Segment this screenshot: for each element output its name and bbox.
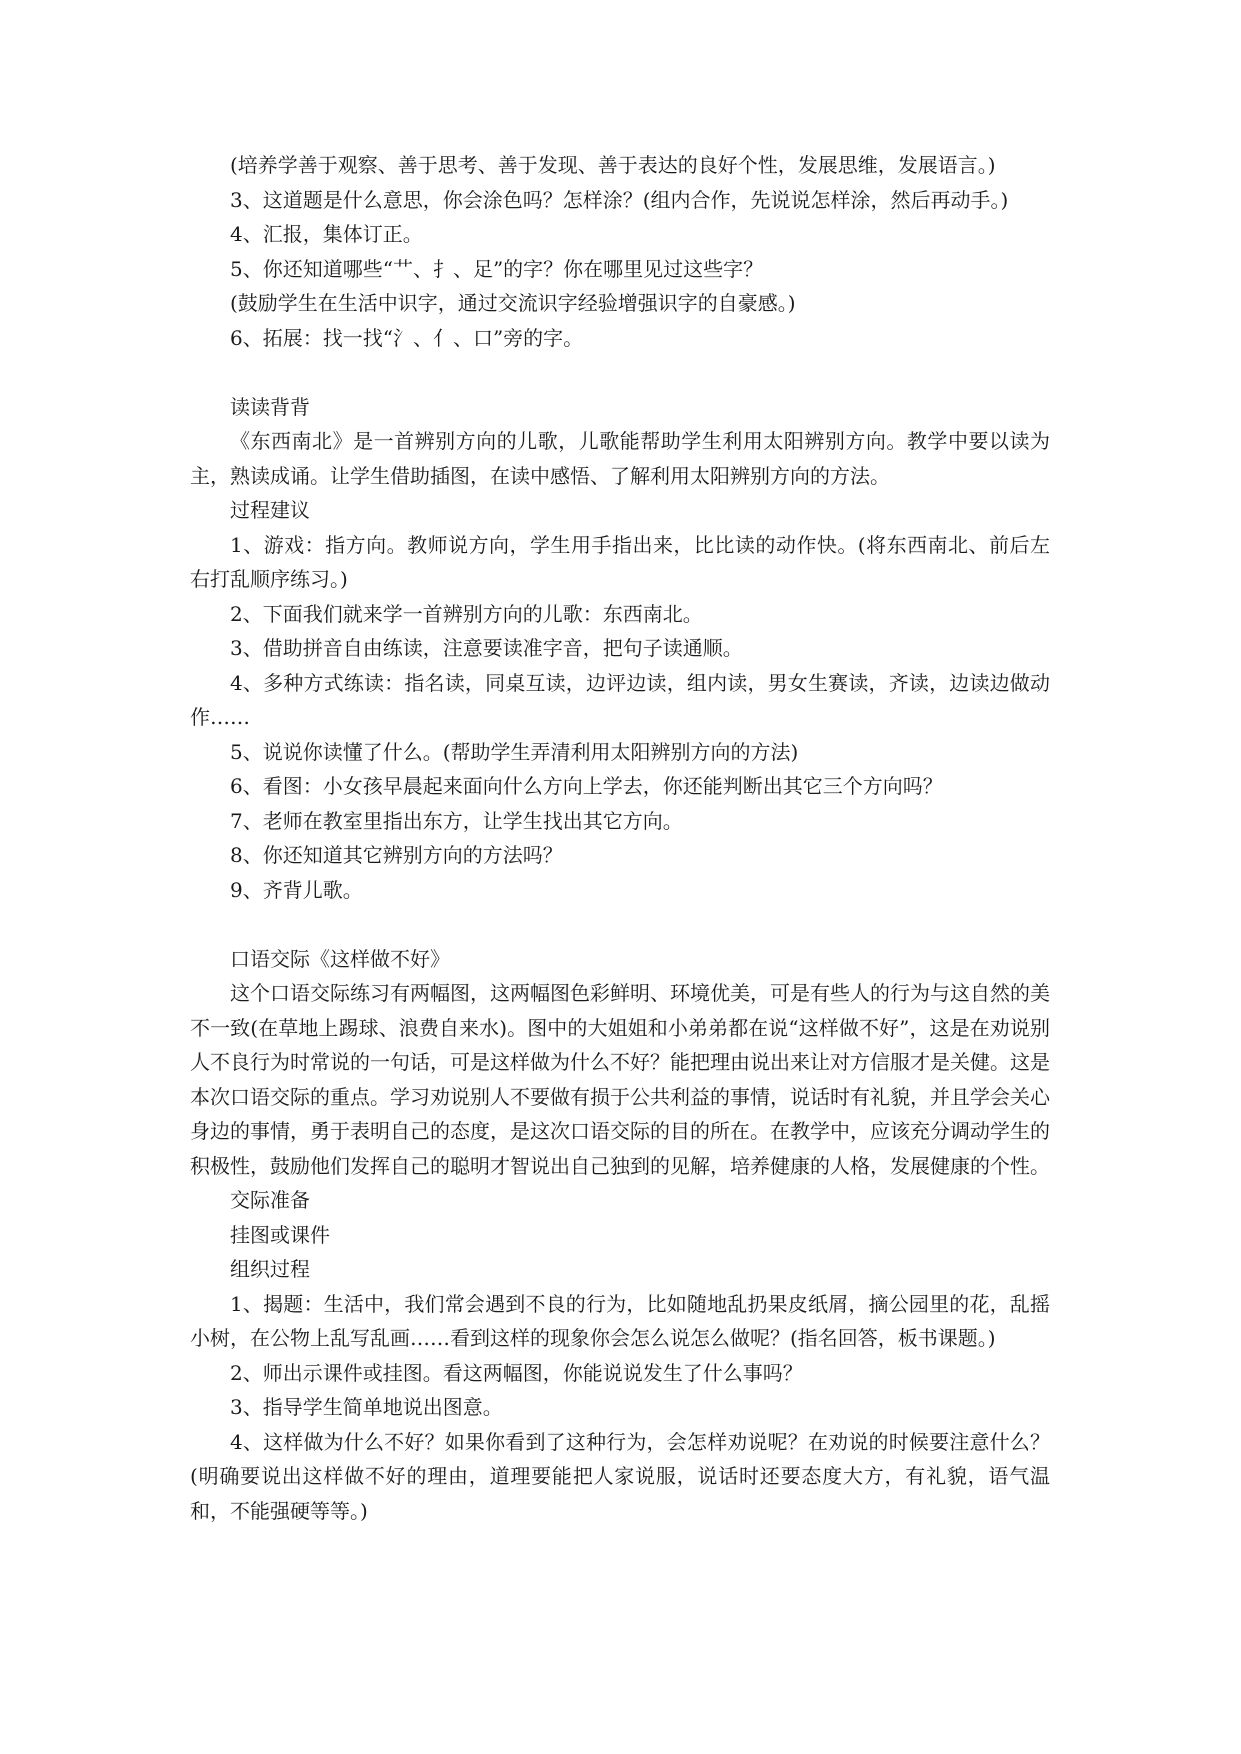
section-gap [190,907,1050,942]
reading-step: 4、多种方式练读：指名读，同桌互读，边评边读，组内读，男女生赛读，齐读，边读边做动作…… [190,670,1050,729]
oral-prep-content: 挂图或课件 [230,1222,330,1247]
section-gap [190,355,1050,390]
document-body [190,148,1050,1528]
reading-step: 8、你还知道其它辨别方向的方法吗？ [230,843,563,867]
intro-note-1: (培养学善于观察、善于思考、善于发现、善于表达的良好个性，发展思维，发展语言。) [230,153,996,177]
reading-step: 3、借助拼音自由练读，注意要读准字音，把句子读通顺。 [230,636,743,660]
reading-step: 1、游戏：指方向。教师说方向，学生用手指出来，比比读的动作快。(将东西南北、前后左右打乱顺序练习。) [190,532,1050,591]
reading-step: 9、齐背儿歌。 [230,877,363,902]
reading-step: 5、说说你读懂了什么。(帮助学生弄清利用太阳辨别方向的方法) [230,739,799,764]
oral-process-title: 组织过程 [230,1257,310,1281]
intro-step-3: 3、这道题是什么意思，你会涂色吗？怎样涂？(组内合作，先说说怎样涂，然后再动手。) [230,187,1009,212]
reading-subtitle: 过程建议 [230,498,310,522]
reading-step: 2、下面我们就来学一首辨别方向的儿歌：东西南北。 [230,601,703,626]
intro-step-4: 4、汇报，集体订正。 [230,222,423,246]
reading-section-title: 读读背背 [230,394,310,419]
reading-description: 《东西南北》是一首辨别方向的儿歌，儿歌能帮助学生利用太阳辨别方向。教学中要以读为主，熟读成诵。让学生借助插图，在读中感悟、了解利用太阳辨别方向的方法。 [190,429,1050,488]
oral-step: 3、指导学生简单地说出图意。 [230,1395,503,1419]
reading-step: 6、看图：小女孩早晨起来面向什么方向上学去，你还能判断出其它三个方向吗？ [230,774,943,798]
oral-description: 这个口语交际练习有两幅图，这两幅图色彩鲜明、环境优美，可是有些人的行为与这自然的美不一致(在草地上踢球、浪费自来水)。图中的大姐姐和小弟弟都在说“这样做不好”，这是在劝说别人不良行为时常说的一句话，可是这样做为什么不好？能把理由说出来让对方信服才是关健。这是本次口语交际的重点。学习劝说别人不要做有损于公共利益的事情，说话时有礼貌，并且学会关心身边的事情，勇于表明自己的态度，是这次口语交际的目的所在。在教学中，应该充分调动学生的积极性，鼓励他们发挥自己的聪明才智说出自己独到的见解，培养健康的人格，发展健康的个性。 [190,981,1050,1178]
reading-step: 7、老师在教室里指出东方，让学生找出其它方向。 [230,808,683,833]
oral-step: 1、揭题：生活中，我们常会遇到不良的行为，比如随地乱扔果皮纸屑，摘公园里的花，乱摇小树，在公物上乱写乱画……看到这样的现象你会怎么说怎么做呢？(指名回答，板书课题。) [190,1291,1050,1350]
oral-step: 4、这样做为什么不好？如果你看到了这种行为，会怎样劝说呢？在劝说的时候要注意什么？(明确要说出这样做不好的理由，道理要能把人家说服，说话时还要态度大方，有礼貌，语气温和，不能强硬等等。) [190,1429,1050,1523]
oral-prep-title: 交际准备 [230,1188,310,1212]
intro-note-2: (鼓励学生在生活中识字，通过交流识字经验增强识字的自豪感。) [230,291,796,315]
oral-step: 2、师出示课件或挂图。看这两幅图，你能说说发生了什么事吗？ [230,1360,803,1385]
intro-step-5: 5、你还知道哪些“艹、扌、足”的字？你在哪里见过这些字？ [230,256,764,281]
intro-step-6: 6、拓展：找一找“氵、亻、口”旁的字。 [230,325,584,350]
oral-section-title: 口语交际《这样做不好》 [230,946,450,971]
